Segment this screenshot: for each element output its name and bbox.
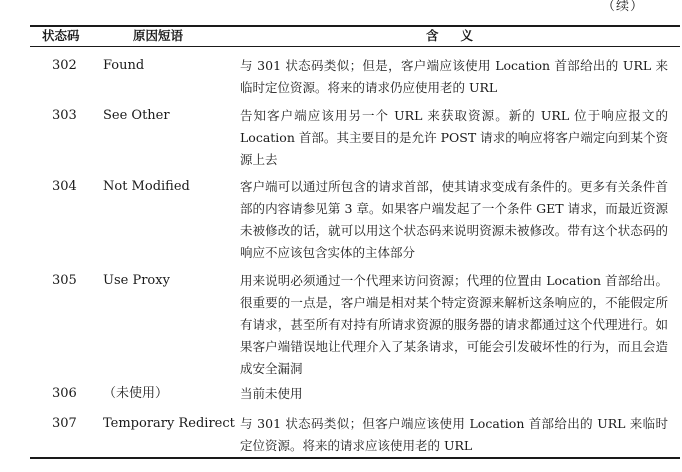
header-meaning: 含义 <box>426 28 496 43</box>
meaning-text: 与 301 状态码类似；但客户端应该使用 Location 首部给出的 URL 来临时定位资源。将来的请求应该使用老的 URL <box>240 416 668 453</box>
reason-phrase: Not Modified <box>103 179 190 194</box>
status-code: 307 <box>52 416 77 431</box>
reason-phrase: （未使用） <box>103 386 169 401</box>
header-status-code: 状态码 <box>42 28 80 43</box>
table-rule-mid <box>30 46 680 47</box>
reason-phrase: Found <box>103 58 145 73</box>
reason-phrase: See Other <box>103 108 170 123</box>
header-reason-phrase: 原因短语 <box>133 28 184 43</box>
status-code: 305 <box>52 273 77 288</box>
meaning-text: 用来说明必须通过一个代理来访问资源；代理的位置由 Location 首部给出。很重要的一点是，客户端是相对某个特定资源来解析这条响应的，不能假定所有请求，甚至所有对持有所请求资源的服务器的请求都通过这个代理进行。如果客户端错误地让代理介入了某条请求，可能会引发破坏性的行为，而且会造成安全漏洞 <box>240 273 668 376</box>
reason-phrase: Use Proxy <box>103 273 170 288</box>
table-rule-bottom <box>30 457 680 459</box>
status-code: 306 <box>52 386 77 401</box>
continued-mark: （续） <box>601 0 644 14</box>
meaning-text: 与 301 状态码类似；但是，客户端应该使用 Location 首部给出的 URL 来临时定位资源。将来的请求仍应使用老的 URL <box>240 58 668 95</box>
meaning-text: 客户端可以通过所包含的请求首部，使其请求变成有条件的。更多有关条件首部的内容请参见第 3 章。如果客户端发起了一个条件 GET 请求，而最近资源未被修改的话，就可以用这个状态码来说明资源未被修改。带有这个状态码的响应不应该包含实体的主体部分 <box>240 179 668 260</box>
status-code: 302 <box>52 58 77 73</box>
table-rule-top <box>30 25 680 27</box>
reason-phrase: Temporary Redirect <box>103 416 235 431</box>
status-code: 303 <box>52 108 77 123</box>
status-code: 304 <box>52 179 77 194</box>
meaning-text: 告知客户端应该用另一个 URL 来获取资源。新的 URL 位于响应报文的 Location 首部。其主要目的是允许 POST 请求的响应将客户端定向到某个资源上去 <box>240 108 668 167</box>
meaning-text: 当前未使用 <box>240 386 303 401</box>
